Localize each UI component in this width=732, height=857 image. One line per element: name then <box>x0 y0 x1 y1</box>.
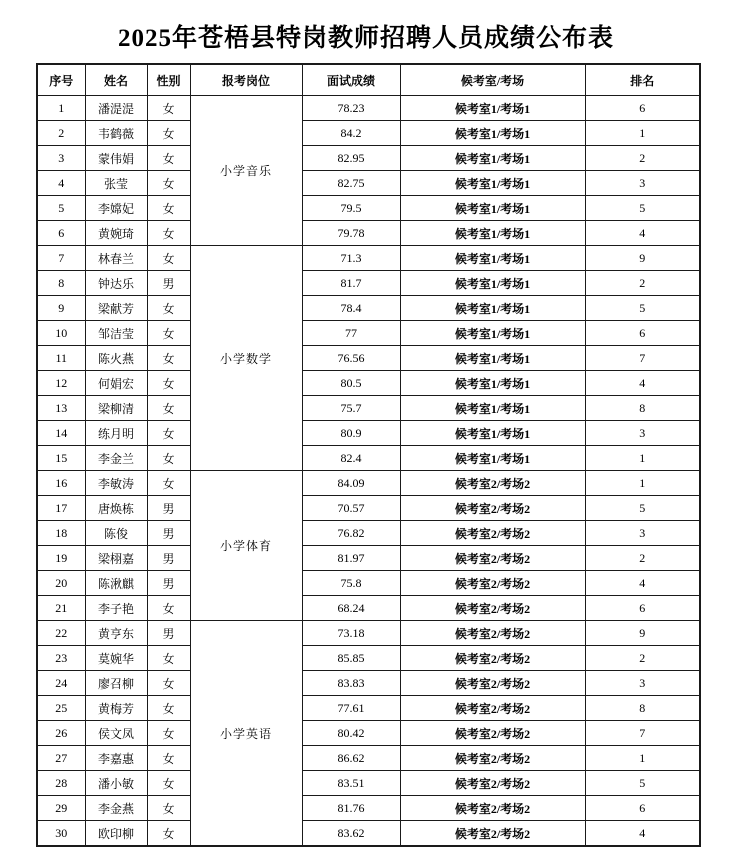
rank-cell: 1 <box>585 746 700 771</box>
table-row <box>37 246 700 271</box>
gender-cell: 女 <box>147 121 190 146</box>
gender-cell: 女 <box>147 796 190 821</box>
table-body <box>37 96 700 847</box>
gender-cell: 女 <box>147 171 190 196</box>
table-row <box>37 396 700 421</box>
exam-room-cell: 候考室2/考场2 <box>400 821 585 847</box>
table-row <box>37 146 700 171</box>
serial-number-cell: 22 <box>37 621 85 646</box>
gender-cell: 女 <box>147 746 190 771</box>
serial-number-cell: 13 <box>37 396 85 421</box>
gender-cell: 女 <box>147 346 190 371</box>
interview-score-cell: 79.78 <box>302 221 400 246</box>
gender-cell: 女 <box>147 721 190 746</box>
table-row <box>37 321 700 346</box>
interview-score-cell: 78.4 <box>302 296 400 321</box>
column-header: 候考室/考场 <box>400 64 585 96</box>
interview-score-cell: 80.9 <box>302 421 400 446</box>
exam-room-cell: 候考室1/考场1 <box>400 246 585 271</box>
name-cell: 陈湫麒 <box>85 571 147 596</box>
serial-number-cell: 7 <box>37 246 85 271</box>
name-cell: 李敏涛 <box>85 471 147 496</box>
name-cell: 潘湜湜 <box>85 96 147 121</box>
table-row <box>37 271 700 296</box>
exam-room-cell: 候考室2/考场2 <box>400 546 585 571</box>
exam-room-cell: 候考室1/考场1 <box>400 446 585 471</box>
name-cell: 潘小敏 <box>85 771 147 796</box>
table-row <box>37 471 700 496</box>
gender-cell: 女 <box>147 246 190 271</box>
serial-number-cell: 26 <box>37 721 85 746</box>
table-row <box>37 546 700 571</box>
exam-room-cell: 候考室2/考场2 <box>400 521 585 546</box>
table-row <box>37 171 700 196</box>
position-cell: 小学英语 <box>190 621 302 847</box>
table-row <box>37 771 700 796</box>
name-cell: 梁栩嘉 <box>85 546 147 571</box>
name-cell: 陈俊 <box>85 521 147 546</box>
name-cell: 廖召柳 <box>85 671 147 696</box>
gender-cell: 女 <box>147 771 190 796</box>
name-cell: 黄亨东 <box>85 621 147 646</box>
column-header: 姓名 <box>85 64 147 96</box>
table-row <box>37 446 700 471</box>
gender-cell: 女 <box>147 421 190 446</box>
table-row <box>37 821 700 847</box>
gender-cell: 女 <box>147 96 190 121</box>
gender-cell: 女 <box>147 596 190 621</box>
gender-cell: 女 <box>147 196 190 221</box>
serial-number-cell: 27 <box>37 746 85 771</box>
serial-number-cell: 2 <box>37 121 85 146</box>
rank-cell: 3 <box>585 171 700 196</box>
rank-cell: 4 <box>585 571 700 596</box>
serial-number-cell: 1 <box>37 96 85 121</box>
serial-number-cell: 8 <box>37 271 85 296</box>
gender-cell: 男 <box>147 571 190 596</box>
name-cell: 莫婉华 <box>85 646 147 671</box>
interview-score-cell: 70.57 <box>302 496 400 521</box>
gender-cell: 女 <box>147 696 190 721</box>
serial-number-cell: 29 <box>37 796 85 821</box>
interview-score-cell: 84.09 <box>302 471 400 496</box>
interview-score-cell: 71.3 <box>302 246 400 271</box>
interview-score-cell: 86.62 <box>302 746 400 771</box>
gender-cell: 女 <box>147 446 190 471</box>
serial-number-cell: 20 <box>37 571 85 596</box>
serial-number-cell: 30 <box>37 821 85 847</box>
name-cell: 侯文凤 <box>85 721 147 746</box>
table-row <box>37 796 700 821</box>
rank-cell: 6 <box>585 596 700 621</box>
rank-cell: 5 <box>585 496 700 521</box>
interview-score-cell: 79.5 <box>302 196 400 221</box>
rank-cell: 7 <box>585 721 700 746</box>
column-header: 面试成绩 <box>302 64 400 96</box>
exam-room-cell: 候考室2/考场2 <box>400 796 585 821</box>
name-cell: 李金燕 <box>85 796 147 821</box>
exam-room-cell: 候考室1/考场1 <box>400 396 585 421</box>
header-row <box>37 64 700 96</box>
exam-room-cell: 候考室1/考场1 <box>400 271 585 296</box>
table-row <box>37 346 700 371</box>
interview-score-cell: 81.97 <box>302 546 400 571</box>
rank-cell: 4 <box>585 371 700 396</box>
rank-cell: 4 <box>585 221 700 246</box>
name-cell: 黄婉琦 <box>85 221 147 246</box>
rank-cell: 2 <box>585 271 700 296</box>
rank-cell: 6 <box>585 96 700 121</box>
table-row <box>37 521 700 546</box>
name-cell: 韦鹤薇 <box>85 121 147 146</box>
gender-cell: 女 <box>147 321 190 346</box>
exam-room-cell: 候考室1/考场1 <box>400 221 585 246</box>
serial-number-cell: 5 <box>37 196 85 221</box>
rank-cell: 5 <box>585 771 700 796</box>
interview-score-cell: 75.7 <box>302 396 400 421</box>
exam-room-cell: 候考室2/考场2 <box>400 696 585 721</box>
exam-room-cell: 候考室2/考场2 <box>400 621 585 646</box>
gender-cell: 男 <box>147 271 190 296</box>
rank-cell: 3 <box>585 521 700 546</box>
rank-cell: 6 <box>585 796 700 821</box>
exam-room-cell: 候考室1/考场1 <box>400 171 585 196</box>
interview-score-cell: 80.42 <box>302 721 400 746</box>
exam-room-cell: 候考室1/考场1 <box>400 296 585 321</box>
table-row <box>37 371 700 396</box>
exam-room-cell: 候考室2/考场2 <box>400 671 585 696</box>
table-header <box>37 64 700 96</box>
position-cell: 小学数学 <box>190 246 302 471</box>
table-row <box>37 96 700 121</box>
gender-cell: 女 <box>147 221 190 246</box>
interview-score-cell: 80.5 <box>302 371 400 396</box>
name-cell: 梁献芳 <box>85 296 147 321</box>
gender-cell: 男 <box>147 546 190 571</box>
rank-cell: 2 <box>585 646 700 671</box>
gender-cell: 女 <box>147 646 190 671</box>
exam-room-cell: 候考室1/考场1 <box>400 421 585 446</box>
exam-room-cell: 候考室1/考场1 <box>400 196 585 221</box>
interview-score-cell: 82.75 <box>302 171 400 196</box>
rank-cell: 1 <box>585 446 700 471</box>
exam-room-cell: 候考室2/考场2 <box>400 721 585 746</box>
rank-cell: 5 <box>585 196 700 221</box>
gender-cell: 男 <box>147 621 190 646</box>
exam-room-cell: 候考室1/考场1 <box>400 346 585 371</box>
name-cell: 张莹 <box>85 171 147 196</box>
position-cell: 小学体育 <box>190 471 302 621</box>
rank-cell: 8 <box>585 396 700 421</box>
table-row <box>37 496 700 521</box>
name-cell: 李嫦妃 <box>85 196 147 221</box>
name-cell: 梁柳清 <box>85 396 147 421</box>
name-cell: 李嘉惠 <box>85 746 147 771</box>
table-row <box>37 196 700 221</box>
exam-room-cell: 候考室2/考场2 <box>400 596 585 621</box>
rank-cell: 1 <box>585 471 700 496</box>
name-cell: 李金兰 <box>85 446 147 471</box>
table-row <box>37 621 700 646</box>
serial-number-cell: 24 <box>37 671 85 696</box>
serial-number-cell: 4 <box>37 171 85 196</box>
exam-room-cell: 候考室1/考场1 <box>400 121 585 146</box>
table-row <box>37 571 700 596</box>
interview-score-cell: 68.24 <box>302 596 400 621</box>
interview-score-cell: 75.8 <box>302 571 400 596</box>
serial-number-cell: 18 <box>37 521 85 546</box>
name-cell: 练月明 <box>85 421 147 446</box>
table-row <box>37 671 700 696</box>
interview-score-cell: 81.7 <box>302 271 400 296</box>
interview-score-cell: 83.62 <box>302 821 400 847</box>
serial-number-cell: 12 <box>37 371 85 396</box>
exam-room-cell: 候考室2/考场2 <box>400 646 585 671</box>
rank-cell: 9 <box>585 246 700 271</box>
exam-room-cell: 候考室2/考场2 <box>400 746 585 771</box>
name-cell: 陈火燕 <box>85 346 147 371</box>
column-header: 性别 <box>147 64 190 96</box>
serial-number-cell: 17 <box>37 496 85 521</box>
serial-number-cell: 16 <box>37 471 85 496</box>
exam-room-cell: 候考室1/考场1 <box>400 96 585 121</box>
table-row <box>37 221 700 246</box>
serial-number-cell: 10 <box>37 321 85 346</box>
exam-room-cell: 候考室1/考场1 <box>400 371 585 396</box>
rank-cell: 3 <box>585 421 700 446</box>
serial-number-cell: 28 <box>37 771 85 796</box>
serial-number-cell: 19 <box>37 546 85 571</box>
rank-cell: 9 <box>585 621 700 646</box>
interview-score-cell: 76.82 <box>302 521 400 546</box>
name-cell: 唐焕栋 <box>85 496 147 521</box>
rank-cell: 8 <box>585 696 700 721</box>
gender-cell: 男 <box>147 496 190 521</box>
serial-number-cell: 21 <box>37 596 85 621</box>
table-row <box>37 596 700 621</box>
interview-score-cell: 77 <box>302 321 400 346</box>
name-cell: 何娟宏 <box>85 371 147 396</box>
table-row <box>37 646 700 671</box>
gender-cell: 女 <box>147 671 190 696</box>
interview-score-cell: 77.61 <box>302 696 400 721</box>
serial-number-cell: 14 <box>37 421 85 446</box>
column-header: 报考岗位 <box>190 64 302 96</box>
gender-cell: 女 <box>147 371 190 396</box>
name-cell: 林春兰 <box>85 246 147 271</box>
serial-number-cell: 3 <box>37 146 85 171</box>
table-row <box>37 421 700 446</box>
interview-score-cell: 81.76 <box>302 796 400 821</box>
table-row <box>37 696 700 721</box>
serial-number-cell: 25 <box>37 696 85 721</box>
exam-room-cell: 候考室1/考场1 <box>400 321 585 346</box>
rank-cell: 4 <box>585 821 700 847</box>
rank-cell: 1 <box>585 121 700 146</box>
column-header: 排名 <box>585 64 700 96</box>
table-row <box>37 121 700 146</box>
gender-cell: 女 <box>147 396 190 421</box>
table-row <box>37 721 700 746</box>
serial-number-cell: 15 <box>37 446 85 471</box>
gender-cell: 女 <box>147 296 190 321</box>
interview-score-cell: 76.56 <box>302 346 400 371</box>
interview-score-cell: 82.4 <box>302 446 400 471</box>
exam-room-cell: 候考室1/考场1 <box>400 146 585 171</box>
serial-number-cell: 6 <box>37 221 85 246</box>
exam-room-cell: 候考室2/考场2 <box>400 496 585 521</box>
column-header: 序号 <box>37 64 85 96</box>
interview-score-cell: 85.85 <box>302 646 400 671</box>
name-cell: 李子艳 <box>85 596 147 621</box>
name-cell: 钟达乐 <box>85 271 147 296</box>
gender-cell: 女 <box>147 821 190 847</box>
exam-room-cell: 候考室2/考场2 <box>400 771 585 796</box>
gender-cell: 男 <box>147 521 190 546</box>
interview-score-cell: 78.23 <box>302 96 400 121</box>
rank-cell: 2 <box>585 146 700 171</box>
results-table <box>36 63 701 847</box>
table-row <box>37 296 700 321</box>
rank-cell: 5 <box>585 296 700 321</box>
name-cell: 欧印柳 <box>85 821 147 847</box>
rank-cell: 7 <box>585 346 700 371</box>
rank-cell: 6 <box>585 321 700 346</box>
interview-score-cell: 73.18 <box>302 621 400 646</box>
serial-number-cell: 23 <box>37 646 85 671</box>
interview-score-cell: 82.95 <box>302 146 400 171</box>
gender-cell: 女 <box>147 471 190 496</box>
name-cell: 蒙伟娟 <box>85 146 147 171</box>
serial-number-cell: 11 <box>37 346 85 371</box>
position-cell: 小学音乐 <box>190 96 302 246</box>
rank-cell: 3 <box>585 671 700 696</box>
name-cell: 邹洁莹 <box>85 321 147 346</box>
table-row <box>37 746 700 771</box>
interview-score-cell: 84.2 <box>302 121 400 146</box>
gender-cell: 女 <box>147 146 190 171</box>
interview-score-cell: 83.83 <box>302 671 400 696</box>
exam-room-cell: 候考室2/考场2 <box>400 471 585 496</box>
name-cell: 黄梅芳 <box>85 696 147 721</box>
interview-score-cell: 83.51 <box>302 771 400 796</box>
page-title: 2025年苍梧县特岗教师招聘人员成绩公布表 <box>117 25 614 52</box>
serial-number-cell: 9 <box>37 296 85 321</box>
exam-room-cell: 候考室2/考场2 <box>400 571 585 596</box>
rank-cell: 2 <box>585 546 700 571</box>
